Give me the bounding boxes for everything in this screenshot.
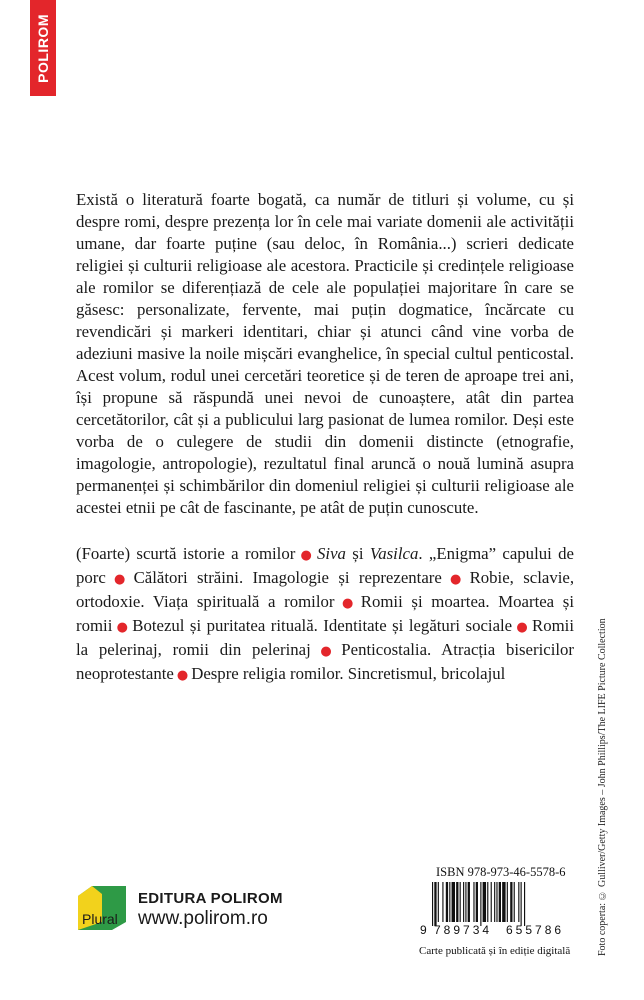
barcode-right-digits: 655786 (506, 923, 565, 936)
barcode-bar (438, 882, 439, 922)
barcode-bar (434, 882, 436, 926)
barcode-icon (420, 880, 580, 936)
barcode-bar (456, 882, 458, 922)
publisher-block (138, 890, 283, 930)
barcode-bar (442, 882, 443, 922)
bullet-icon: ● (337, 596, 358, 611)
back-cover-blurb: Există o literatură foarte bogată, ca număr de titluri și volume, cu și despre romi, despre prezența lor în cele mai variate domenii ale activității umane, dar foarte puține (sau deloc, în România...) scrieri dedicate religiei și culturii religioase ale acestora. Practicile și credințele religioase ale romilor se diferențiază de cele ale populației majoritare în care se găsesc: personalizate, fervente, mai puțin dogmatice, încărcate cu revendicări și markeri identitari, chiar și atunci când vine vorba de adeziuni masive la noile mișcări evanghelice, în special cultul penticostal. Acest volum, rodul unei cercetări teoretice și de teren de aproape trei ani, își propune să răspundă unei nevoi de cunoaștere, atât din partea cercetătorilor, cât și a publicului larg pasionat de lumea romilor. Deși este vorba de o culegere de studii din domenii distincte (etnografie, imagologie, antropologie), rezultatul final aruncă o nouă lumină asupra permanenței și schimbărilor din domeniul religiei și culturii religioase ale acestei etnii pe cât de fascinante, pe atât de puțin cunoscute. (76, 190, 574, 517)
barcode-bar (463, 882, 464, 922)
contents-item-text: . „Enigma” capului de porc (76, 544, 574, 587)
barcode-bar (476, 882, 478, 922)
logo-text: Plural (82, 911, 118, 927)
bullet-icon: ● (515, 620, 530, 635)
digital-edition-note: Carte publicată și în ediție digitală (419, 945, 571, 957)
barcode-bar (483, 882, 486, 922)
contents-item: Romii la pelerinaj, romii din pelerinaj (76, 616, 575, 659)
contents-item-text: și (345, 544, 370, 563)
brand-label: POLIROM (35, 13, 51, 83)
contents-item: (Foarte) scurtă istorie a romilor (76, 544, 296, 563)
barcode-bar (507, 882, 508, 922)
plural-logo-icon (78, 886, 126, 930)
barcode-bar (524, 882, 525, 926)
barcode-left-digits: 789734 (434, 923, 493, 936)
contents-item-italic: Vasilca (369, 544, 419, 563)
contents-item: Despre religia romilor. Sincretismul, bricolajul (191, 664, 506, 683)
contents-item-italic: Siva (317, 544, 346, 563)
barcode-bar (499, 882, 501, 922)
contents-item: Romii și moartea. Moartea și romii (76, 592, 574, 635)
barcode-bar (452, 882, 455, 922)
bullet-icon: ● (115, 620, 130, 635)
bullet-icon: ● (298, 548, 315, 563)
barcode-bar (502, 882, 505, 922)
publisher-name: EDITURA POLIROM (138, 890, 283, 907)
barcode-bar (487, 882, 488, 922)
barcode-bar (473, 882, 474, 922)
photo-credit: Foto coperta: © Gulliver/Getty Images – John Phillips/The LIFE Picture Collection (597, 618, 608, 956)
publisher-url: www.polirom.ro (138, 908, 268, 929)
barcode-bar (521, 882, 522, 926)
barcode-bar (432, 882, 433, 926)
barcode-bar (496, 882, 497, 922)
barcode-bar (449, 882, 450, 922)
bullet-icon: ● (176, 668, 189, 683)
barcode-bar (468, 882, 470, 922)
bullet-icon: ● (313, 644, 339, 659)
contents-item: Călători străini. Imagologie și reprezentare (133, 568, 442, 587)
isbn-text: ISBN 978-973-46-5578-6 (436, 865, 566, 879)
bullet-icon: ● (444, 572, 467, 587)
barcode-bar (494, 882, 495, 922)
bullet-icon: ● (108, 572, 131, 587)
barcode-bar (518, 882, 519, 922)
barcode-bar (491, 882, 492, 922)
barcode-bar (510, 882, 512, 922)
contents-item: Penticostalia. Atracția bisericilor neoprotestante (76, 640, 574, 683)
publisher-brand-tab (30, 0, 56, 96)
barcode-bar (514, 882, 515, 922)
contents-list (76, 543, 574, 687)
barcode-bar (460, 882, 461, 922)
barcode-bar (480, 882, 481, 926)
contents-item: Robie, sclavie, ortodoxie. Viața spirituală a romilor (76, 568, 575, 611)
barcode-bar (446, 882, 448, 922)
barcode-first-digit: 9 (420, 923, 427, 936)
barcode-bar (465, 882, 466, 922)
contents-item: Botezul și puritatea rituală. Identitate și legături sociale (132, 616, 513, 635)
